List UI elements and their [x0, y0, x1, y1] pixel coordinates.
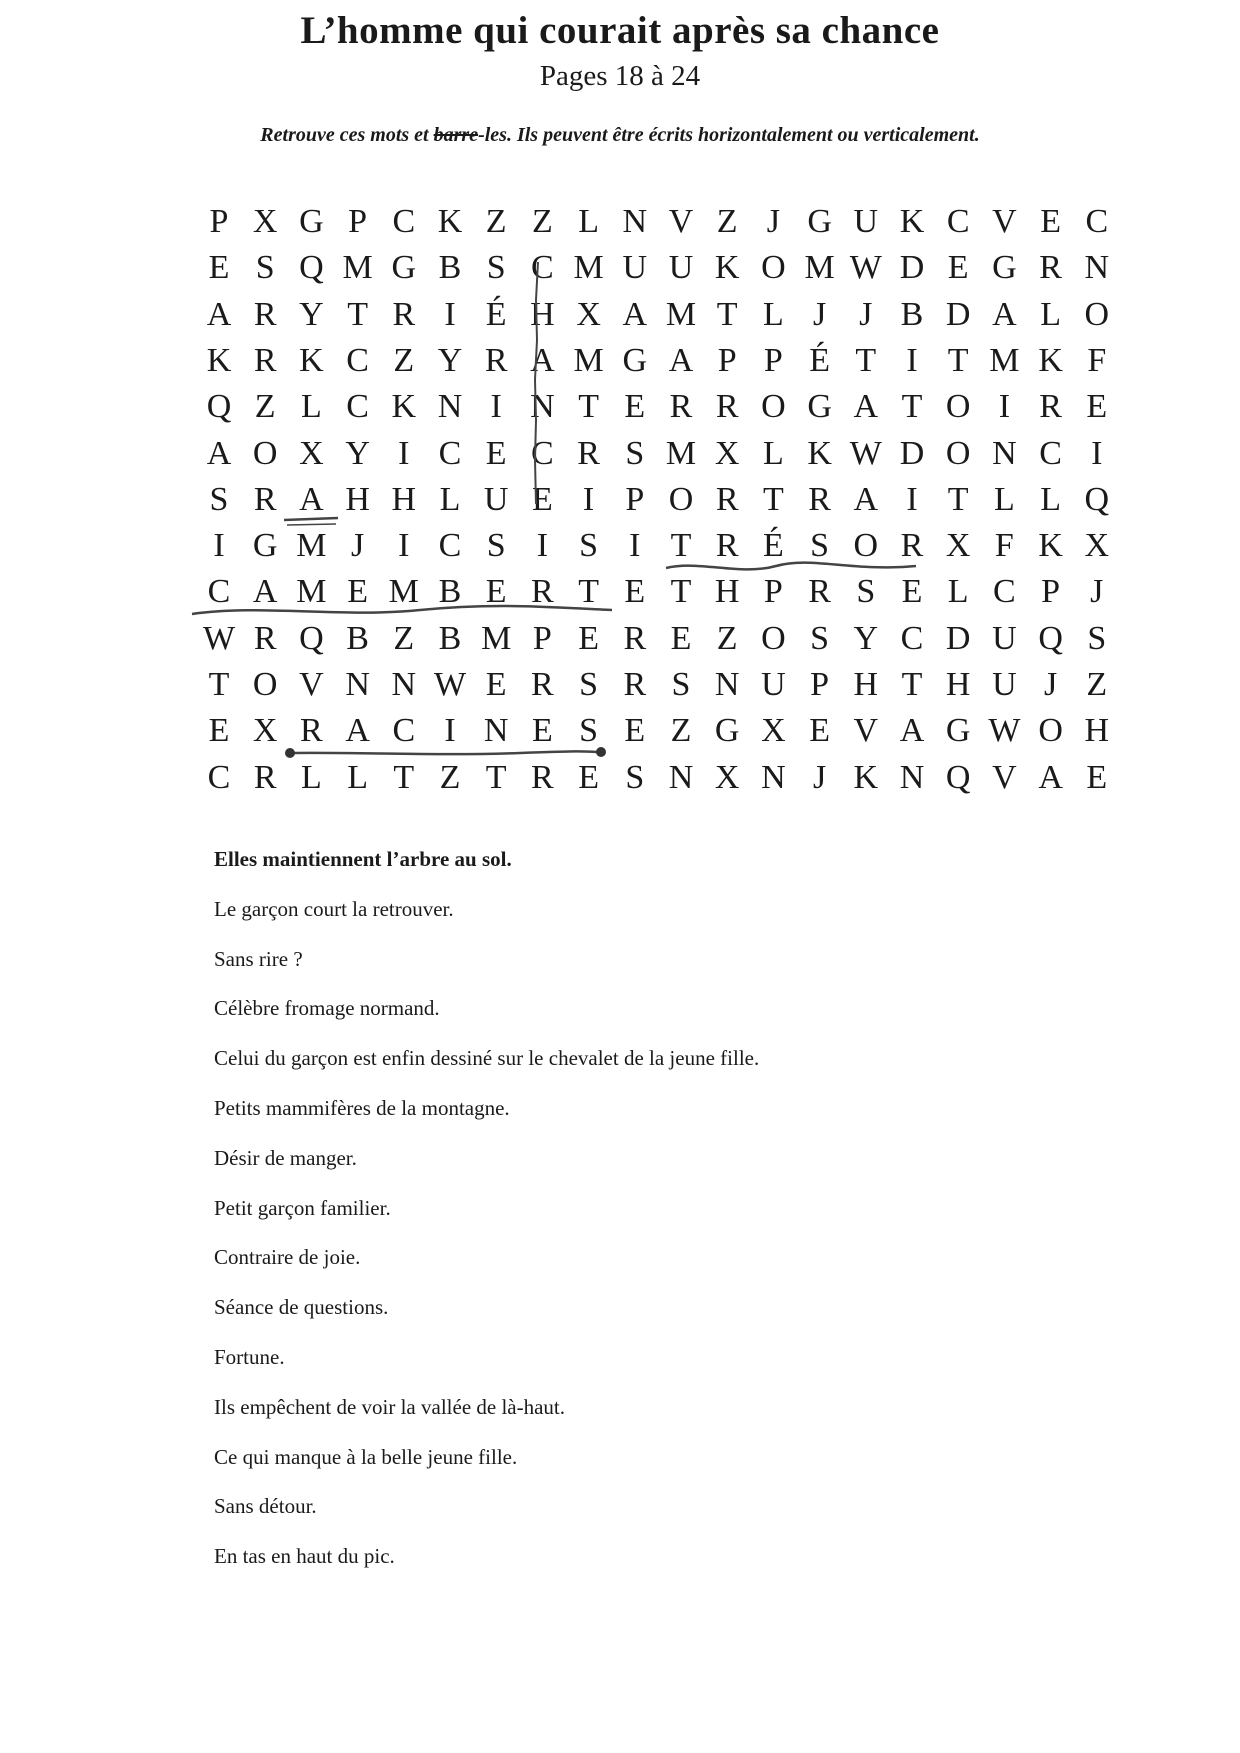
grid-cell: E	[1040, 203, 1061, 240]
grid-cell: G	[714, 712, 740, 750]
grid-cell: A	[1038, 758, 1063, 796]
grid-cell: Q	[1038, 619, 1063, 657]
grid-cell: E	[670, 619, 692, 657]
grid-cell: C	[346, 341, 369, 379]
grid-cell: S	[209, 480, 229, 518]
grid-cell: M	[665, 434, 697, 472]
grid-cell: C	[946, 203, 970, 240]
grid-cell: H	[530, 295, 555, 333]
grid-cell: T	[208, 666, 230, 703]
grid-cell: C	[346, 388, 369, 426]
grid-cell: H	[391, 480, 417, 518]
grid-cell: P	[717, 341, 737, 379]
grid-cell: K	[437, 203, 463, 240]
grid-cell: O	[945, 388, 971, 426]
grid-cell: R	[623, 666, 647, 703]
grid-cell: M	[804, 249, 835, 287]
grid-cell: C	[207, 573, 231, 611]
grid-cell: R	[531, 573, 554, 611]
grid-cell: X	[252, 203, 278, 240]
grid-cell: G	[992, 249, 1017, 287]
grid-cell: T	[485, 758, 507, 796]
grid-cell: R	[808, 573, 831, 611]
grid-cell: A	[345, 712, 370, 750]
grid-cell: T	[716, 295, 738, 333]
grid-cell: A	[206, 434, 232, 472]
grid-cell: P	[763, 573, 783, 611]
grid-cell: D	[945, 295, 971, 333]
grid-cell: Y	[299, 295, 324, 333]
grid-cell: N	[761, 758, 786, 796]
grid-cell: E	[208, 712, 230, 750]
grid-cell: C	[531, 249, 554, 287]
grid-cell: I	[213, 527, 225, 565]
grid-cell: T	[578, 573, 599, 611]
grid-cell: O	[945, 434, 971, 472]
grid-cell: N	[714, 666, 740, 703]
grid-cell: E	[1086, 388, 1108, 426]
grid-cell: K	[899, 203, 925, 240]
grid-cell: T	[578, 388, 599, 426]
clue-item: Ce qui manque à la belle jeune fille.	[214, 1445, 518, 1469]
grid-cell: H	[345, 480, 370, 518]
grid-cell: S	[486, 249, 506, 287]
grid-cell: T	[947, 480, 969, 518]
grid-cell: L	[1040, 295, 1061, 333]
grid-cell: T	[347, 295, 368, 333]
grid-cell: H	[945, 666, 971, 703]
strike-ah-second	[287, 524, 336, 525]
clue-item: Fortune.	[214, 1345, 285, 1369]
clue-item: Sans rire ?	[214, 947, 303, 971]
grid-cell: N	[668, 758, 694, 796]
grid-cell: M	[573, 341, 604, 379]
grid-cell: K	[206, 341, 232, 379]
grid-cell: C	[1085, 203, 1109, 240]
grid-cell: N	[345, 666, 370, 703]
grid-cell: S	[625, 434, 645, 472]
grid-cell: E	[624, 712, 646, 750]
grid-cell: B	[438, 619, 462, 657]
grid-cell: Z	[1086, 666, 1108, 703]
grid-cell: J	[1043, 666, 1058, 703]
grid-cell: R	[1039, 249, 1062, 287]
grid-cell: X	[299, 434, 324, 472]
grid-cell: R	[900, 527, 924, 565]
grid-cell: V	[299, 666, 324, 703]
grid-cell: R	[808, 480, 831, 518]
grid-cell: P	[625, 480, 645, 518]
clue-item: Contraire de joie.	[214, 1245, 361, 1269]
grid-cell: K	[714, 249, 740, 287]
clue-item: Désir de manger.	[214, 1146, 357, 1170]
grid-cell: N	[483, 712, 509, 750]
grid-cell: G	[945, 712, 971, 750]
grid-cell: L	[301, 388, 322, 426]
grid-cell: F	[1087, 341, 1107, 379]
grid-cell: Q	[299, 619, 324, 657]
grid-cell: U	[668, 249, 694, 287]
grid-cell: R	[253, 480, 277, 518]
grid-cell: E	[485, 573, 507, 611]
vertical-strike-chance	[535, 262, 538, 504]
grid-cell: R	[531, 758, 554, 796]
grid-cell: E	[809, 712, 830, 750]
grid-cell: G	[807, 203, 832, 240]
grid-cell: G	[252, 527, 278, 565]
grid-cell: V	[992, 203, 1017, 240]
grid-cell: I	[629, 527, 641, 565]
grid-cell: R	[715, 480, 739, 518]
grid-cell: A	[530, 341, 555, 379]
grid-cell: Q	[206, 388, 232, 426]
grid-cell: R	[1039, 388, 1062, 426]
grid-cell: W	[988, 712, 1021, 750]
grid-cell: J	[766, 203, 780, 240]
grid-cell: T	[670, 527, 692, 565]
grid-cell: T	[901, 388, 923, 426]
racines-start-dot	[285, 748, 295, 758]
grid-cell: Z	[716, 619, 738, 657]
grid-cell: D	[899, 434, 925, 472]
grid-cell: C	[1039, 434, 1062, 472]
grid-cell: I	[582, 480, 595, 518]
grid-cell: A	[206, 295, 232, 333]
grid-cell: O	[668, 480, 694, 518]
grid-cell: G	[807, 388, 832, 426]
clue-item: Célèbre fromage normand.	[214, 996, 440, 1020]
grid-cell: N	[622, 203, 648, 240]
hand-drawn-marks	[0, 0, 1240, 830]
grid-cell: I	[490, 388, 502, 426]
grid-cell: R	[484, 341, 508, 379]
grid-cell: U	[761, 666, 786, 703]
grid-cell: O	[1038, 712, 1063, 750]
grid-cell: J	[859, 295, 873, 333]
grid-cell: W	[202, 619, 236, 657]
grid-cell: T	[393, 758, 415, 796]
grid-cell: J	[812, 295, 827, 333]
grid-cell: B	[438, 573, 462, 611]
grid-cell: I	[906, 341, 918, 379]
grid-cell: E	[347, 573, 368, 611]
grid-cell: R	[623, 619, 647, 657]
grid-cell: E	[208, 249, 230, 287]
clue-item: Celui du garçon est enfin dessiné sur le chevalet de la jeune fille.	[214, 1046, 760, 1070]
page-subtitle: Pages 18 à 24	[539, 60, 701, 92]
grid-cell: C	[392, 203, 416, 240]
grid-cell: M	[296, 527, 327, 565]
strike-racines	[290, 751, 601, 754]
grid-cell: L	[578, 203, 599, 240]
grid-cell: I	[398, 527, 410, 565]
grid-cell: R	[253, 341, 277, 379]
grid-cell: M	[296, 573, 327, 611]
grid-cell: X	[714, 434, 740, 472]
grid-cell: I	[398, 434, 410, 472]
grid-cell: X	[252, 712, 278, 750]
grid-cell: P	[810, 666, 830, 703]
grid-cell: O	[252, 434, 278, 472]
grid-cell: L	[763, 295, 784, 333]
grid-cell: E	[624, 388, 646, 426]
grid-cell: U	[483, 480, 509, 518]
grid-cell: V	[668, 203, 694, 240]
grid-cell: U	[992, 619, 1017, 657]
grid-cell: Z	[670, 712, 692, 750]
grid-cell: Q	[1084, 480, 1110, 518]
grid-cell: É	[809, 341, 830, 379]
grid-cell: É	[485, 295, 507, 333]
clue-item: Le garçon court la retrouver.	[214, 897, 454, 921]
grid-cell: C	[531, 434, 554, 472]
grid-cell: Z	[393, 341, 415, 379]
grid-cell: P	[348, 203, 368, 240]
grid-cell: E	[947, 249, 969, 287]
clue-item: Ils empêchent de voir la vallée de là-haut.	[214, 1395, 566, 1419]
grid-cell: O	[252, 666, 278, 703]
grid-cell: I	[1091, 434, 1103, 472]
grid-cell: K	[1038, 341, 1063, 379]
grid-cell: O	[761, 388, 786, 426]
grid-cell: É	[763, 527, 784, 565]
strike-camembert	[192, 606, 612, 614]
grid-cell: E	[901, 573, 923, 611]
grid-cell: C	[392, 712, 416, 750]
grid-cell: A	[853, 480, 879, 518]
grid-cell: X	[1084, 527, 1110, 565]
clue-item: Séance de questions.	[214, 1295, 389, 1319]
grid-cell: L	[301, 758, 322, 796]
grid-cell: Q	[299, 249, 324, 287]
grid-cell: L	[947, 573, 969, 611]
grid-cell: H	[1084, 712, 1110, 750]
grid-cell: J	[812, 758, 827, 796]
grid-cell: Z	[716, 203, 738, 240]
racines-end-dot	[596, 747, 606, 757]
grid-cell: U	[992, 666, 1017, 703]
grid-cell: O	[761, 249, 786, 287]
grid-cell: B	[900, 295, 924, 333]
grid-cell: L	[1040, 480, 1061, 518]
grid-cell: R	[669, 388, 693, 426]
grid-cell: N	[1084, 249, 1110, 287]
grid-cell: J	[350, 527, 365, 565]
grid-cell: E	[485, 666, 507, 703]
grid-cell: S	[671, 666, 691, 703]
grid-cell: L	[439, 480, 461, 518]
grid-cell: O	[761, 619, 786, 657]
strike-tresor	[666, 563, 916, 570]
page-title: L’homme qui courait après sa chance	[300, 9, 940, 52]
grid-cell: C	[900, 619, 924, 657]
grid-cell: N	[437, 388, 463, 426]
grid-cell: H	[853, 666, 879, 703]
grid-cell: M	[573, 249, 604, 287]
strike-ah	[284, 518, 338, 520]
grid-cell: S	[579, 666, 599, 703]
grid-cell: D	[899, 249, 925, 287]
grid-cell: M	[481, 619, 512, 657]
grid-cell: F	[994, 527, 1014, 565]
clue-item: Petit garçon familier.	[214, 1196, 391, 1220]
grid-cell: U	[622, 249, 648, 287]
grid-cell: T	[855, 341, 877, 379]
grid-cell: K	[299, 341, 324, 379]
grid-cell: M	[342, 249, 373, 287]
grid-cell: M	[388, 573, 419, 611]
grid-cell: W	[849, 249, 882, 287]
grid-cell: S	[255, 249, 275, 287]
grid-cell: R	[392, 295, 416, 333]
grid-cell: P	[1041, 573, 1061, 611]
grid-cell: Z	[393, 619, 415, 657]
grid-cell: K	[391, 388, 417, 426]
grid-cell: A	[853, 388, 879, 426]
grid-cell: E	[624, 573, 646, 611]
grid-cell: X	[945, 527, 971, 565]
grid-cell: R	[577, 434, 600, 472]
grid-cell: C	[438, 527, 462, 565]
grid-cell: B	[438, 249, 462, 287]
grid-cell: K	[1038, 527, 1063, 565]
grid-cell: V	[853, 712, 879, 750]
grid-cell: R	[300, 712, 323, 750]
grid-cell: C	[993, 573, 1016, 611]
grid-cell: Y	[853, 619, 879, 657]
grid-cell: S	[625, 758, 645, 796]
grid-cell: A	[668, 341, 694, 379]
grid-cell: B	[346, 619, 369, 657]
grid-cell: A	[992, 295, 1017, 333]
grid-cell: I	[998, 388, 1011, 426]
grid-cell: E	[532, 712, 553, 750]
grid-cell: W	[433, 666, 467, 703]
grid-cell: H	[714, 573, 740, 611]
clue-item: Petits mammifères de la montagne.	[214, 1096, 510, 1120]
grid-cell: S	[579, 712, 599, 750]
grid-cell: R	[253, 295, 277, 333]
grid-cell: A	[299, 480, 324, 518]
grid-cell: J	[1090, 573, 1104, 611]
grid-cell: T	[670, 573, 692, 611]
grid-cell: Z	[254, 388, 276, 426]
grid-cell: U	[853, 203, 879, 240]
grid-cell: I	[444, 295, 456, 333]
grid-cell: Y	[345, 434, 370, 472]
grid-cell: I	[536, 527, 549, 565]
grid-cell: P	[763, 341, 783, 379]
grid-cell: L	[994, 480, 1015, 518]
grid-cell: G	[391, 249, 417, 287]
grid-cell: R	[715, 388, 739, 426]
grid-cell: N	[992, 434, 1017, 472]
clue-item: En tas en haut du pic.	[214, 1544, 395, 1568]
grid-cell: I	[906, 480, 918, 518]
grid-cell: T	[947, 341, 969, 379]
grid-cell: X	[714, 758, 740, 796]
clue-item: Sans détour.	[214, 1494, 317, 1518]
grid-cell: T	[763, 480, 784, 518]
grid-cell: N	[899, 758, 925, 796]
grid-cell: D	[945, 619, 971, 657]
grid-cell: L	[347, 758, 368, 796]
grid-cell: Q	[945, 758, 971, 796]
grid-cell: G	[299, 203, 324, 240]
grid-cell: S	[856, 573, 876, 611]
grid-cell: X	[761, 712, 786, 750]
grid-cell: N	[530, 388, 555, 426]
grid-cell: E	[485, 434, 507, 472]
grid-cell: W	[849, 434, 882, 472]
grid-cell: R	[531, 666, 554, 703]
grid-cell: S	[579, 527, 599, 565]
grid-cell: S	[810, 619, 830, 657]
grid-cell: Z	[485, 203, 507, 240]
grid-cell: X	[576, 295, 601, 333]
grid-cell: A	[622, 295, 648, 333]
grid-cell: I	[444, 712, 456, 750]
grid-cell: S	[1087, 619, 1107, 657]
grid-cell: T	[901, 666, 923, 703]
instructions-end: -les. Ils peuvent être écrits horizontalement ou verticalement.	[478, 124, 980, 146]
grid-cell: A	[252, 573, 278, 611]
grid-cell: P	[209, 203, 229, 240]
grid-cell: E	[578, 758, 599, 796]
grid-cell: O	[853, 527, 879, 565]
grid-cell: C	[207, 758, 231, 796]
grid-cell: G	[622, 341, 648, 379]
grid-cell: C	[438, 434, 462, 472]
grid-cell: R	[253, 619, 277, 657]
grid-cell: A	[899, 712, 925, 750]
grid-cell: V	[992, 758, 1017, 796]
grid-cell: Y	[437, 341, 463, 379]
grid-cell: R	[253, 758, 277, 796]
instructions-start: Retrouve ces mots et	[260, 124, 434, 146]
grid-cell: P	[532, 619, 552, 657]
instructions-struck-word: barre	[433, 124, 479, 146]
grid-cell: E	[1086, 758, 1108, 796]
grid-cell: R	[715, 527, 739, 565]
grid-cell: M	[665, 295, 697, 333]
grid-cell: M	[989, 341, 1020, 379]
grid-cell: E	[532, 480, 553, 518]
grid-cell: Z	[532, 203, 553, 240]
grid-cell: S	[486, 527, 506, 565]
grid-cell: O	[1084, 295, 1110, 333]
clue-item: Elles maintiennent l’arbre au sol.	[214, 847, 512, 871]
grid-cell: Z	[439, 758, 461, 796]
grid-cell: S	[810, 527, 830, 565]
grid-cell: N	[391, 666, 417, 703]
grid-cell: E	[578, 619, 599, 657]
grid-cell: K	[853, 758, 879, 796]
grid-cell: K	[807, 434, 832, 472]
grid-cell: L	[763, 434, 784, 472]
